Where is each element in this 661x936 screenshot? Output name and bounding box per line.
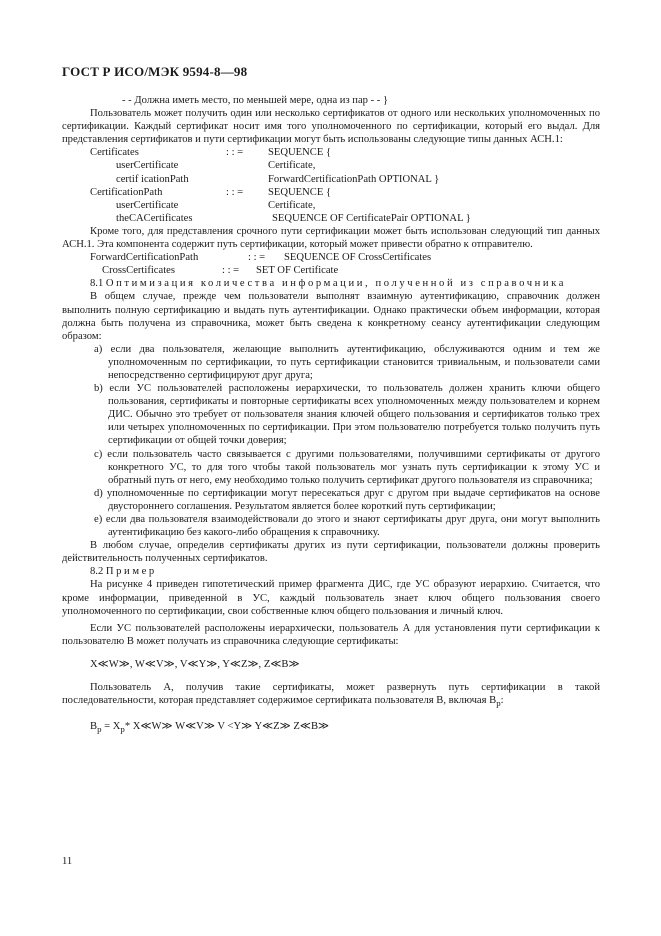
formula-equals: = X — [101, 721, 121, 733]
paragraph: В общем случае, прежде чем пользователи выполнят взаимную аутентификацию, справочник должен выполнить полную сертификацию и выдать путь аутентификации. Однако практически объем информации, которая должна быть получена из справочника, может быть сведена к конкретному сеансу аутентификации следующим образом: — [62, 291, 600, 342]
list-item: а) если два пользователя, желающие выполнить аутентификацию, обслуживаются одним и тем же уполномоченным по сертификации, то путь сертификации становится тривиальным, и пользователи сами непосредственно сертифицируют друг друга; — [94, 343, 600, 381]
formula-rest: * X≪W≫ W≪V≫ V <Y≫ Y≪Z≫ Z≪B≫ — [124, 721, 330, 733]
list-item: d) уполномоченные по сертификации могут пересекаться друг с другом при выдаче сертификатов на основе двустороннего соглашения. Результатом является более короткий путь сертификации; — [94, 487, 600, 512]
asn1-assign: : : = — [248, 252, 266, 264]
section-heading — [62, 277, 600, 290]
pair-note: - - Должна иметь место, по меньшей мере, одна из пар - - } — [122, 95, 389, 106]
asn1-line — [62, 146, 600, 159]
asn1-line — [62, 251, 600, 264]
asn1-type: SET OF Certificate — [256, 265, 339, 277]
paragraph: В любом случае, определив сертификаты других из пути сертификации, пользователи должны проверить действительность полученных сертификатов. — [62, 540, 600, 565]
asn1-line — [62, 264, 600, 277]
paragraph: Пользователь может получить один или несколько сертификатов от одного или нескольких уполномоченных по сертификации. Каждый сертификат носит имя того уполномоченного по сертификации, который его выдал. Для представления сертификатов и пути сертификации могут быть использованы следующие типы данных АСН.1: — [62, 108, 600, 146]
asn1-name: CrossCertificates — [102, 265, 175, 277]
asn1-name: theCACertificates — [116, 212, 193, 224]
asn1-assign: : : = — [226, 186, 244, 198]
formula-lhs-subscript: p — [97, 724, 102, 735]
certificate-sequence: X≪W≫, W≪V≫, V≪Y≫, Y≪Z≫, Z≪B≫ — [90, 658, 300, 670]
asn1-type: Certificate, — [268, 199, 316, 211]
document-header: ГОСТ Р ИСО/МЭК 9594-8—98 — [62, 64, 248, 79]
subscript: p — [496, 698, 501, 709]
asn1-name: certif icationPath — [116, 173, 189, 185]
asn1-type: SEQUENCE { — [268, 186, 332, 198]
asn1-assign: : : = — [226, 147, 244, 159]
section-title: Оптимизация количества информации, полученной из справочника — [105, 278, 567, 290]
asn1-name: ForwardCertificationPath — [90, 252, 199, 264]
asn1-line — [62, 186, 600, 199]
section-heading — [62, 565, 600, 578]
asn1-name: userCertificate — [116, 160, 179, 172]
formula-x-subscript: p — [120, 724, 125, 735]
list-item: e) если два пользователя взаимодействовали до этого и знают сертификаты друг друга, они могут выполнить аутентификацию без какого-либо обращения к справочнику. — [94, 514, 600, 539]
asn1-name: userCertificate — [116, 199, 179, 211]
asn1-assign: : : = — [222, 265, 240, 277]
asn1-line — [62, 159, 600, 172]
asn1-name: CertificationPath — [90, 186, 163, 198]
page-number: 11 — [62, 856, 73, 867]
list-item: b) если УС пользователей расположены иерархически, то пользователь должен хранить ключи общего пользования, сертификаты и повторные сертификаты всех уполномоченных между пользователем и корнем ДИС. Обычно это требует от пользователя знания ключей общего пользования и сертификатов только трех или четырех уполномоченных по сертификации. При этом пользователю потребуется только получить путь сертификации от общей точки доверия; — [94, 383, 600, 447]
section-title: Пример — [105, 566, 157, 578]
paragraph-text-end: : — [500, 695, 504, 707]
paragraph: На рисунке 4 приведен гипотетический пример фрагмента ДИС, где УС образуют иерархию. Считается, что кроме информации, приведенной в УС, каждый пользователь знает ключ общего пользования своего уполномоченного по сертификации, свои собственные ключ общего пользования и личный ключ. — [62, 579, 600, 617]
asn1-block — [62, 146, 600, 225]
certification-path-formula — [62, 720, 600, 736]
asn1-type: SEQUENCE { — [268, 147, 332, 159]
paragraph: Если УС пользователей расположены иерархически, пользователь А для установления пути сертификации к пользователю В может получать из справочника следующие сертификаты: — [62, 622, 600, 647]
document-body — [62, 94, 600, 737]
asn1-type: Certificate, — [268, 160, 316, 172]
asn1-type: ForwardCertificationPath OPTIONAL } — [268, 173, 440, 185]
asn1-line — [62, 173, 600, 186]
paragraph-text: Пользователь А, получив такие сертификаты, может развернуть путь сертификации в такой последовательности, которая представляет содержимое сертификата пользователя В, включая В — [62, 682, 600, 707]
asn1-name: Certificates — [90, 147, 139, 159]
asn1-type: SEQUENCE OF CertificatePair OPTIONAL } — [272, 212, 471, 224]
section-number: 8.1 — [90, 278, 104, 290]
list-item: c) если пользователь часто связывается с другими пользователями, получившими сертификаты от другого конкретного УС, то для того чтобы такой пользователь мог узнать путь сертификации к этому УС и обратный путь от него, ему необходимо только получить сертификат другого пользователя из справочника; — [94, 448, 600, 486]
formula-lhs: B — [90, 721, 98, 733]
asn1-block — [62, 251, 600, 277]
asn1-type: SEQUENCE OF CrossCertificates — [284, 252, 432, 264]
paragraph — [62, 681, 600, 710]
asn1-line — [62, 212, 600, 225]
asn1-line — [62, 199, 600, 212]
paragraph: Кроме того, для представления срочного пути сертификации может быть использован следующий тип данных АСН.1. Эта компонента содержит путь сертификации, который может привести обратно к отправителю. — [62, 225, 600, 251]
section-number: 8.2 — [90, 566, 104, 578]
